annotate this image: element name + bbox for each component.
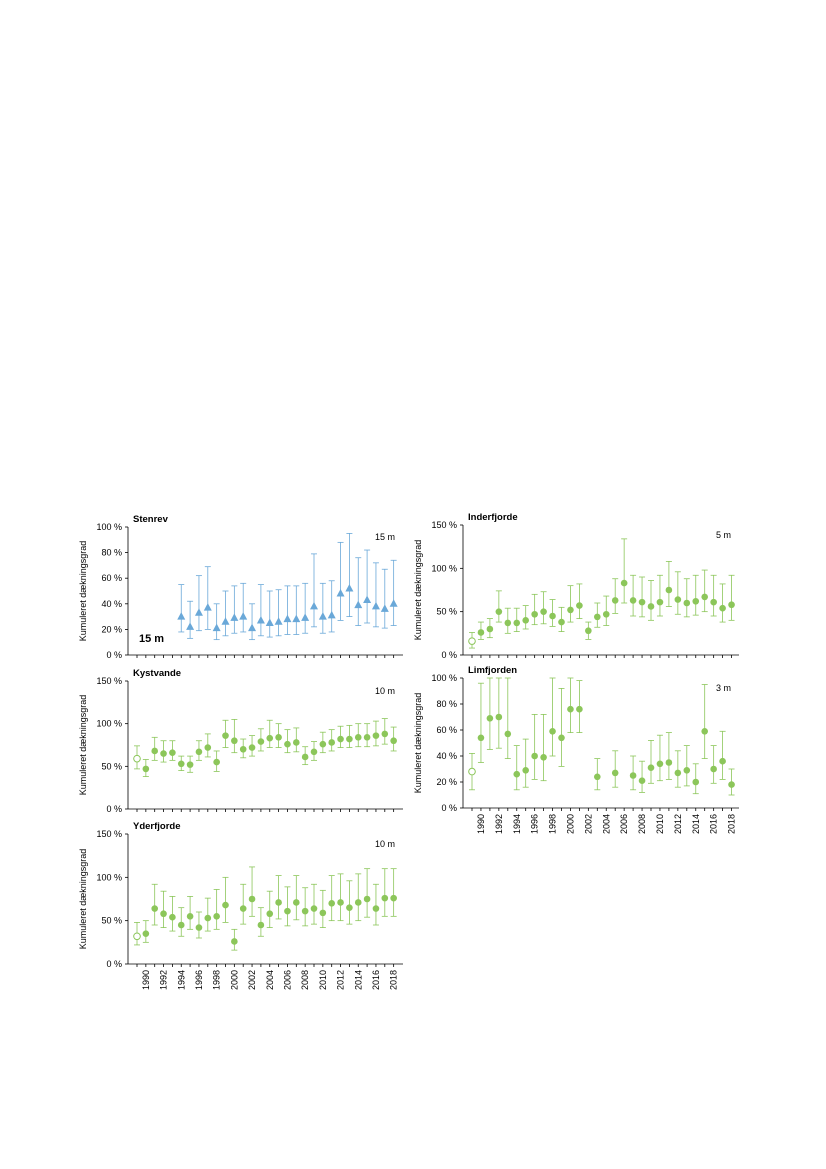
data-point xyxy=(719,605,726,612)
data-point xyxy=(612,770,619,777)
data-point xyxy=(478,629,485,636)
x-tick-label: 2006 xyxy=(282,970,293,991)
data-point xyxy=(143,930,150,937)
data-point xyxy=(469,768,476,775)
data-point xyxy=(666,759,673,766)
data-point xyxy=(266,735,273,742)
x-tick-label: 1998 xyxy=(211,970,222,991)
data-point xyxy=(372,602,380,610)
data-point xyxy=(205,744,212,751)
data-point xyxy=(222,732,229,739)
y-tick-label: 0 % xyxy=(106,804,122,814)
data-point xyxy=(240,905,247,912)
y-tick-label: 50 % xyxy=(101,761,122,772)
data-point xyxy=(266,910,273,917)
data-point xyxy=(195,608,203,616)
x-tick-label: 1996 xyxy=(529,814,540,835)
data-point xyxy=(345,584,353,592)
data-point xyxy=(205,915,212,922)
x-tick-label: 1990 xyxy=(475,814,486,835)
data-point xyxy=(373,732,380,739)
data-point xyxy=(328,900,335,907)
data-point xyxy=(302,908,309,915)
data-point xyxy=(382,731,389,738)
data-point xyxy=(522,617,529,624)
data-point xyxy=(160,750,167,757)
panel-title: Inderfjorde xyxy=(468,512,518,523)
chart-panel-limfjorden xyxy=(413,665,739,834)
data-point xyxy=(311,749,318,756)
y-tick-label: 50 % xyxy=(101,915,122,926)
x-tick-label: 2006 xyxy=(619,814,630,835)
data-point xyxy=(231,938,238,945)
corner-label: 15 m xyxy=(139,633,165,645)
depth-label: 10 m xyxy=(374,686,395,696)
data-point xyxy=(382,895,389,902)
data-point xyxy=(328,611,336,619)
data-point xyxy=(239,612,247,620)
y-tick-label: 100 % xyxy=(96,872,122,883)
data-point xyxy=(701,594,708,601)
data-point xyxy=(337,589,345,597)
depth-label: 5 m xyxy=(715,530,731,540)
data-point xyxy=(178,760,185,767)
data-point xyxy=(364,896,371,903)
data-point xyxy=(381,604,389,612)
data-point xyxy=(302,754,309,761)
panel-title: Yderfjorde xyxy=(133,821,181,832)
data-point xyxy=(630,772,637,779)
panel-title: Stenrev xyxy=(133,514,168,525)
data-point xyxy=(692,779,699,786)
data-point xyxy=(169,749,176,756)
data-point xyxy=(204,603,212,611)
data-point xyxy=(230,613,238,621)
data-point xyxy=(585,627,592,634)
y-tick-label: 50 % xyxy=(436,606,457,617)
data-point xyxy=(540,608,547,615)
y-tick-label: 0 % xyxy=(106,959,122,969)
x-tick-label: 2012 xyxy=(672,814,683,835)
x-tick-label: 1994 xyxy=(511,814,522,835)
data-point xyxy=(187,761,194,768)
data-point xyxy=(684,600,691,607)
data-point xyxy=(648,603,655,610)
data-point xyxy=(354,601,362,609)
data-point xyxy=(258,922,265,929)
data-point xyxy=(275,734,282,741)
data-point xyxy=(630,597,637,604)
data-point xyxy=(701,728,708,735)
data-point xyxy=(657,599,664,606)
data-point xyxy=(728,781,735,788)
data-point xyxy=(390,737,397,744)
y-tick-label: 0 % xyxy=(441,803,457,813)
data-point xyxy=(728,601,735,608)
data-point xyxy=(576,706,583,713)
y-axis-title: Kumuleret dækningsgrad xyxy=(413,692,423,794)
data-point xyxy=(257,616,265,624)
depth-label: 10 m xyxy=(374,839,395,849)
x-tick-label: 2008 xyxy=(637,814,648,835)
chart-panel-stenrev xyxy=(78,514,403,660)
x-tick-label: 2014 xyxy=(690,814,701,835)
x-tick-label: 1998 xyxy=(547,814,558,835)
data-point xyxy=(222,902,229,909)
data-point xyxy=(496,714,503,721)
panel-title: Kystvande xyxy=(133,668,182,679)
data-point xyxy=(540,754,547,761)
data-point xyxy=(364,734,371,741)
data-point xyxy=(603,611,610,618)
data-point xyxy=(373,905,380,912)
data-point xyxy=(558,619,565,626)
x-tick-label: 2018 xyxy=(388,970,399,991)
data-point xyxy=(390,599,398,607)
data-point xyxy=(151,748,158,755)
x-tick-label: 2016 xyxy=(370,970,381,991)
depth-label: 3 m xyxy=(715,683,731,693)
data-point xyxy=(337,736,344,743)
data-point xyxy=(231,737,238,744)
y-tick-label: 0 % xyxy=(106,650,122,660)
x-tick-label: 2008 xyxy=(300,970,311,991)
data-point xyxy=(675,770,682,777)
data-point xyxy=(513,771,520,778)
data-point xyxy=(363,595,371,603)
y-axis-title: Kumuleret dækningsgrad xyxy=(413,539,423,641)
x-tick-label: 2012 xyxy=(335,970,346,991)
data-point xyxy=(567,706,574,713)
data-point xyxy=(196,749,203,756)
data-point xyxy=(328,739,335,746)
data-point xyxy=(275,899,282,906)
x-tick-label: 2002 xyxy=(247,970,258,991)
data-point xyxy=(621,580,628,587)
data-point xyxy=(531,611,538,618)
data-point xyxy=(346,736,353,743)
y-tick-label: 40 % xyxy=(101,598,122,609)
y-axis-title: Kumuleret dækningsgrad xyxy=(78,694,88,796)
y-tick-label: 100 % xyxy=(96,522,122,532)
data-point xyxy=(284,741,291,748)
data-point xyxy=(666,587,673,594)
data-point xyxy=(513,620,520,627)
x-tick-label: 2004 xyxy=(601,814,612,835)
chart-panel-kystvande xyxy=(78,668,403,814)
data-point xyxy=(522,767,529,774)
data-point xyxy=(355,899,362,906)
data-point xyxy=(594,614,601,621)
chart-panel-inderfjorde xyxy=(413,512,739,660)
x-tick-label: 2018 xyxy=(726,814,737,835)
y-tick-label: 0 % xyxy=(441,650,457,660)
data-point xyxy=(187,913,194,920)
data-point xyxy=(213,913,220,920)
data-point xyxy=(531,753,538,760)
data-point xyxy=(710,599,717,606)
x-tick-label: 2000 xyxy=(565,814,576,835)
data-point xyxy=(469,638,476,645)
data-point xyxy=(648,764,655,771)
x-tick-label: 2014 xyxy=(353,970,364,991)
data-point xyxy=(558,735,565,742)
data-point xyxy=(213,624,221,632)
data-point xyxy=(310,602,318,610)
data-point xyxy=(639,599,646,606)
data-point xyxy=(213,759,220,766)
data-point xyxy=(337,899,344,906)
y-tick-label: 20 % xyxy=(101,624,122,635)
x-tick-label: 1996 xyxy=(193,970,204,991)
y-tick-label: 100 % xyxy=(431,563,457,574)
data-point xyxy=(258,738,265,745)
data-point xyxy=(249,896,256,903)
data-point xyxy=(487,715,494,722)
data-point xyxy=(346,904,353,911)
x-tick-label: 2010 xyxy=(317,970,328,991)
y-axis-title: Kumuleret dækningsgrad xyxy=(78,540,88,642)
data-point xyxy=(177,612,185,620)
data-point xyxy=(639,777,646,784)
y-tick-label: 60 % xyxy=(436,725,457,735)
data-point xyxy=(186,622,194,630)
data-point xyxy=(293,899,300,906)
data-point xyxy=(301,613,309,621)
panel-title: Limfjorden xyxy=(468,665,518,676)
data-point xyxy=(134,933,141,940)
y-tick-label: 60 % xyxy=(101,573,122,584)
chart-panel-yderfjorde xyxy=(78,821,403,990)
data-point xyxy=(134,755,141,762)
data-point xyxy=(549,613,556,620)
y-tick-label: 40 % xyxy=(436,751,457,761)
data-point xyxy=(355,734,362,741)
data-point xyxy=(169,914,176,921)
x-tick-label: 1992 xyxy=(493,814,504,835)
x-tick-label: 2016 xyxy=(708,814,719,835)
y-tick-label: 150 % xyxy=(96,829,122,839)
data-point xyxy=(692,598,699,605)
data-point xyxy=(505,620,512,627)
x-tick-label: 2000 xyxy=(229,970,240,991)
data-point xyxy=(143,766,150,773)
x-tick-label: 2010 xyxy=(654,814,665,835)
data-point xyxy=(320,910,327,917)
data-point xyxy=(390,895,397,902)
data-point xyxy=(293,739,300,746)
data-point xyxy=(567,607,574,614)
data-point xyxy=(320,741,327,748)
x-tick-label: 2004 xyxy=(264,970,275,991)
x-tick-label: 1994 xyxy=(176,970,187,991)
data-point xyxy=(576,602,583,609)
data-point xyxy=(594,774,601,781)
data-point xyxy=(178,922,185,929)
y-tick-label: 150 % xyxy=(431,520,457,530)
data-point xyxy=(240,746,247,753)
data-point xyxy=(275,617,283,625)
data-point xyxy=(478,735,485,742)
data-point xyxy=(496,608,503,615)
y-tick-label: 80 % xyxy=(436,699,457,709)
data-point xyxy=(222,617,230,625)
data-point xyxy=(505,731,512,738)
y-tick-label: 20 % xyxy=(436,777,457,787)
data-point xyxy=(684,767,691,774)
data-point xyxy=(675,596,682,603)
data-point xyxy=(249,744,256,751)
data-point xyxy=(283,615,291,623)
data-point xyxy=(549,728,556,735)
x-tick-label: 2002 xyxy=(583,814,594,835)
data-point xyxy=(284,908,291,915)
x-tick-label: 1990 xyxy=(140,970,151,991)
y-axis-title: Kumuleret dækningsgrad xyxy=(78,848,88,950)
y-tick-label: 80 % xyxy=(101,547,122,558)
data-point xyxy=(487,626,494,633)
data-point xyxy=(151,905,158,912)
y-tick-label: 150 % xyxy=(96,676,122,686)
data-point xyxy=(248,624,256,632)
depth-label: 15 m xyxy=(374,532,395,542)
data-point xyxy=(160,910,167,917)
data-point xyxy=(311,905,318,912)
data-point xyxy=(719,758,726,765)
data-point xyxy=(612,597,619,604)
data-point xyxy=(266,619,274,627)
data-point xyxy=(196,924,203,931)
y-tick-label: 100 % xyxy=(96,718,122,729)
data-point xyxy=(292,615,300,623)
data-point xyxy=(710,766,717,773)
y-tick-label: 100 % xyxy=(431,673,457,683)
data-point xyxy=(657,761,664,768)
data-point xyxy=(319,612,327,620)
x-tick-label: 1992 xyxy=(158,970,169,991)
